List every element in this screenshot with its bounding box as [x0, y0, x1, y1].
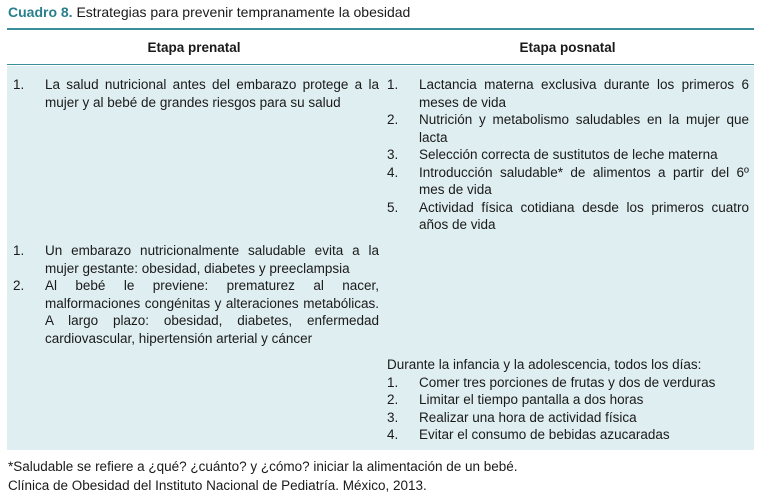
list-item [387, 164, 749, 199]
item-number: 1. [13, 243, 25, 258]
posnatal-list-1 [387, 76, 749, 234]
list-item [387, 76, 749, 111]
prenatal-list-1 [13, 76, 379, 111]
list-item [387, 391, 749, 409]
item-text: Lactancia materna exclusiva durante los primeros 6 meses de vida [419, 77, 749, 110]
table-caption [8, 4, 410, 20]
item-number: 2. [387, 392, 399, 407]
item-number: 3. [387, 147, 399, 162]
item-number: 1. [13, 77, 25, 92]
list-item [387, 111, 749, 146]
item-text: Nutrición y metabolismo saludables en la mujer que lacta [419, 112, 749, 145]
list-item [387, 409, 749, 427]
item-text: Comer tres porciones de frutas y dos de verduras [419, 374, 716, 390]
item-number: 5. [387, 199, 399, 215]
item-number: 2. [387, 112, 399, 127]
item-text: Realizar una hora de actividad física [419, 409, 637, 425]
list-item [387, 199, 749, 234]
list-item [13, 76, 379, 111]
item-number: 3. [387, 409, 399, 425]
item-text: Evitar el consumo de bebidas azucaradas [419, 427, 670, 442]
prenatal-list-2 [13, 242, 379, 347]
posnatal-intro: Durante la infancia y la adolescencia, todos los días: [387, 357, 702, 372]
item-number: 4. [387, 427, 399, 442]
source-note: Clínica de Obesidad del Instituto Nacional de Pediatría. México, 2013. [8, 478, 427, 493]
item-text: Actividad física cotidiana desde los primeros cuatro años de vida [419, 199, 749, 232]
caption-label: Cuadro 8. [8, 4, 73, 20]
item-number: 1. [387, 374, 399, 390]
item-number: 1. [387, 77, 399, 92]
header-posnatal: Etapa posnatal [519, 39, 616, 55]
footnote: *Saludable se refiere a ¿qué? ¿cuánto? y ¿cómo? iniciar la alimentación de un bebé. [8, 459, 518, 474]
item-text: Al bebé le previene: prematurez al nacer, malformaciones congénitas y alteraciones metabólicas. A largo plazo: obesidad, diabetes, enfermedad cardiovascular, hipertensión arterial y cáncer [45, 278, 379, 346]
header-prenatal: Etapa prenatal [147, 39, 241, 55]
item-number: 4. [387, 164, 399, 180]
list-item [387, 374, 749, 392]
table-header [7, 30, 754, 65]
item-text: Selección correcta de sustitutos de leche materna [419, 147, 718, 162]
list-item [387, 146, 749, 164]
list-item [13, 277, 379, 347]
item-text: Limitar el tiempo pantalla a dos horas [419, 392, 644, 407]
caption-title: Estrategias para prevenir tempranamente la obesidad [76, 4, 411, 20]
table-body [7, 66, 754, 450]
item-text: La salud nutricional antes del embarazo protege a la mujer y al bebé de grandes riesgos para su salud [45, 77, 379, 110]
item-number: 2. [13, 278, 25, 293]
list-item [13, 242, 379, 277]
posnatal-list-2 [387, 356, 749, 444]
item-text: Un embarazo nutricionalmente saludable evita a la mujer gestante: obesidad, diabetes y preeclampsia [45, 243, 379, 276]
item-text: Introducción saludable* de alimentos a partir del 6º mes de vida [419, 164, 749, 197]
list-item [387, 426, 749, 444]
